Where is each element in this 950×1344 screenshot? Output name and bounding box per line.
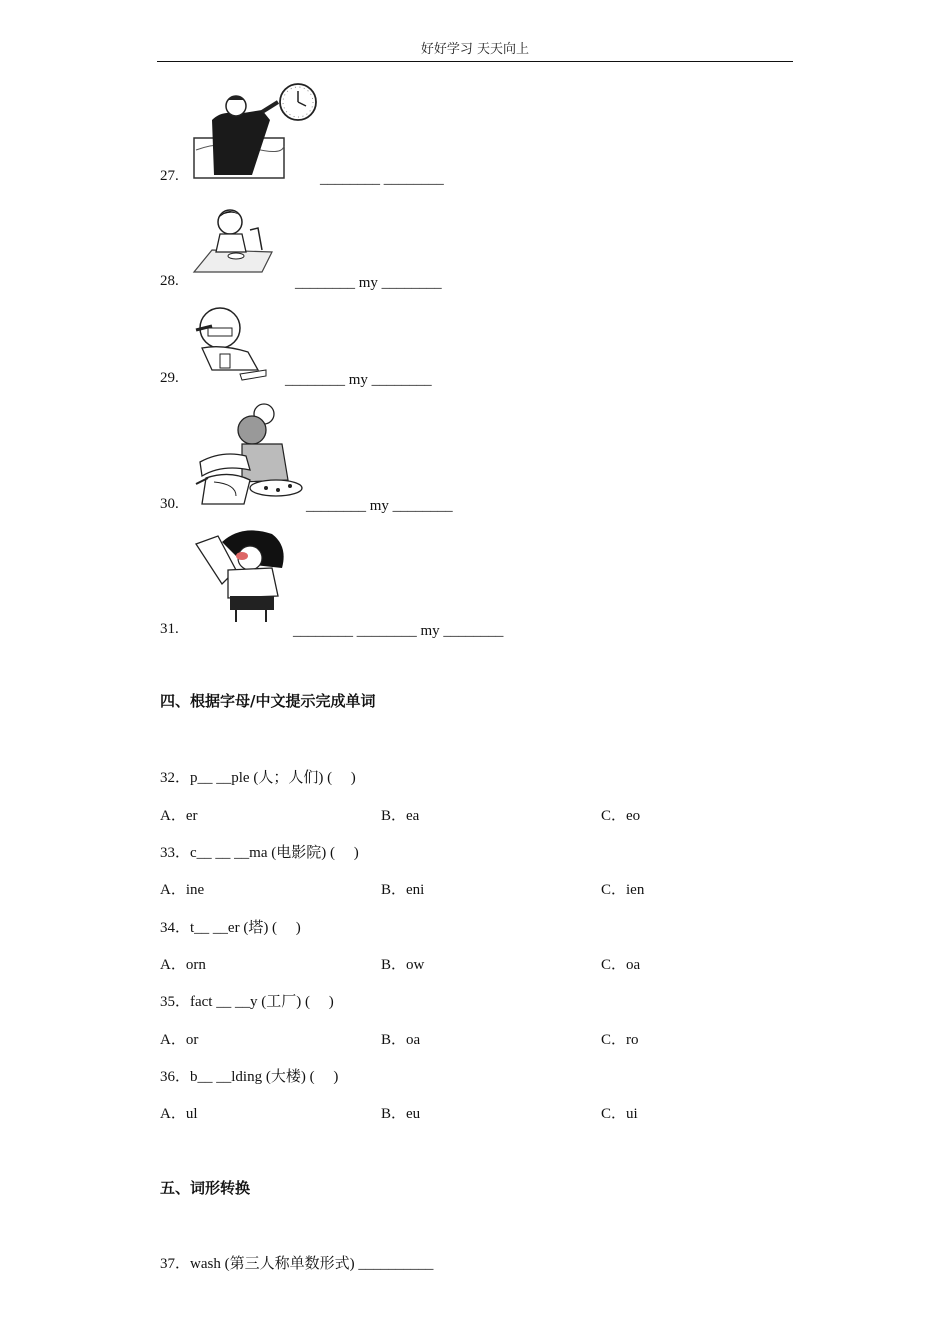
brushing-teeth-illustration (192, 304, 268, 382)
question-number: 31. (160, 621, 179, 637)
option-c[interactable]: C．ro (601, 1032, 639, 1048)
question-stem: 32．p__ __ple (人；人们) ( ) (160, 770, 356, 786)
option-a[interactable]: A．orn (160, 957, 206, 973)
option-c[interactable]: C．ui (601, 1106, 638, 1122)
washing-face-illustration (192, 400, 306, 510)
option-c[interactable]: C．eo (601, 808, 641, 824)
option-b[interactable]: B．ow (381, 957, 425, 973)
answer-line: ________ ________ my ________ (293, 623, 504, 639)
option-b[interactable]: B．ea (381, 808, 420, 824)
question-stem: 33．c__ __ __ma (电影院) ( ) (160, 845, 359, 861)
question-number: 27. (160, 168, 179, 184)
answer-line: ________ ________ (320, 171, 444, 187)
question-37: 37．wash (第三人称单数形式) __________ (160, 1256, 434, 1272)
section-title-5: 五、词形转换 (160, 1179, 251, 1197)
option-a[interactable]: A．or (160, 1032, 199, 1048)
man-waking-up-illustration (192, 80, 318, 182)
answer-line: ________ my ________ (306, 498, 453, 514)
answer-line: ________ my ________ (295, 275, 442, 291)
question-number: 28. (160, 273, 179, 289)
option-a[interactable]: A．ine (160, 882, 205, 898)
option-a[interactable]: A．er (160, 808, 198, 824)
option-b[interactable]: B．oa (381, 1032, 421, 1048)
question-stem: 36．b__ __lding (大楼) ( ) (160, 1069, 339, 1085)
section-title-4: 四、根据字母/中文提示完成单词 (160, 692, 376, 710)
header-rule (157, 61, 793, 62)
option-b[interactable]: B．eni (381, 882, 425, 898)
drying-face-illustration (192, 524, 290, 624)
question-stem: 35．fact __ __y (工厂) ( ) (160, 994, 334, 1010)
option-c[interactable]: C．oa (601, 957, 641, 973)
option-a[interactable]: A．ul (160, 1106, 198, 1122)
option-b[interactable]: B．eu (381, 1106, 421, 1122)
option-c[interactable]: C．ien (601, 882, 645, 898)
page-header: 好好学习 天天向上 (420, 42, 530, 57)
question-number: 30. (160, 496, 179, 512)
answer-line: ________ my ________ (285, 372, 432, 388)
question-number: 29. (160, 370, 179, 386)
boy-eating-breakfast-illustration (192, 202, 274, 276)
question-stem: 34．t__ __er (塔) ( ) (160, 920, 301, 936)
